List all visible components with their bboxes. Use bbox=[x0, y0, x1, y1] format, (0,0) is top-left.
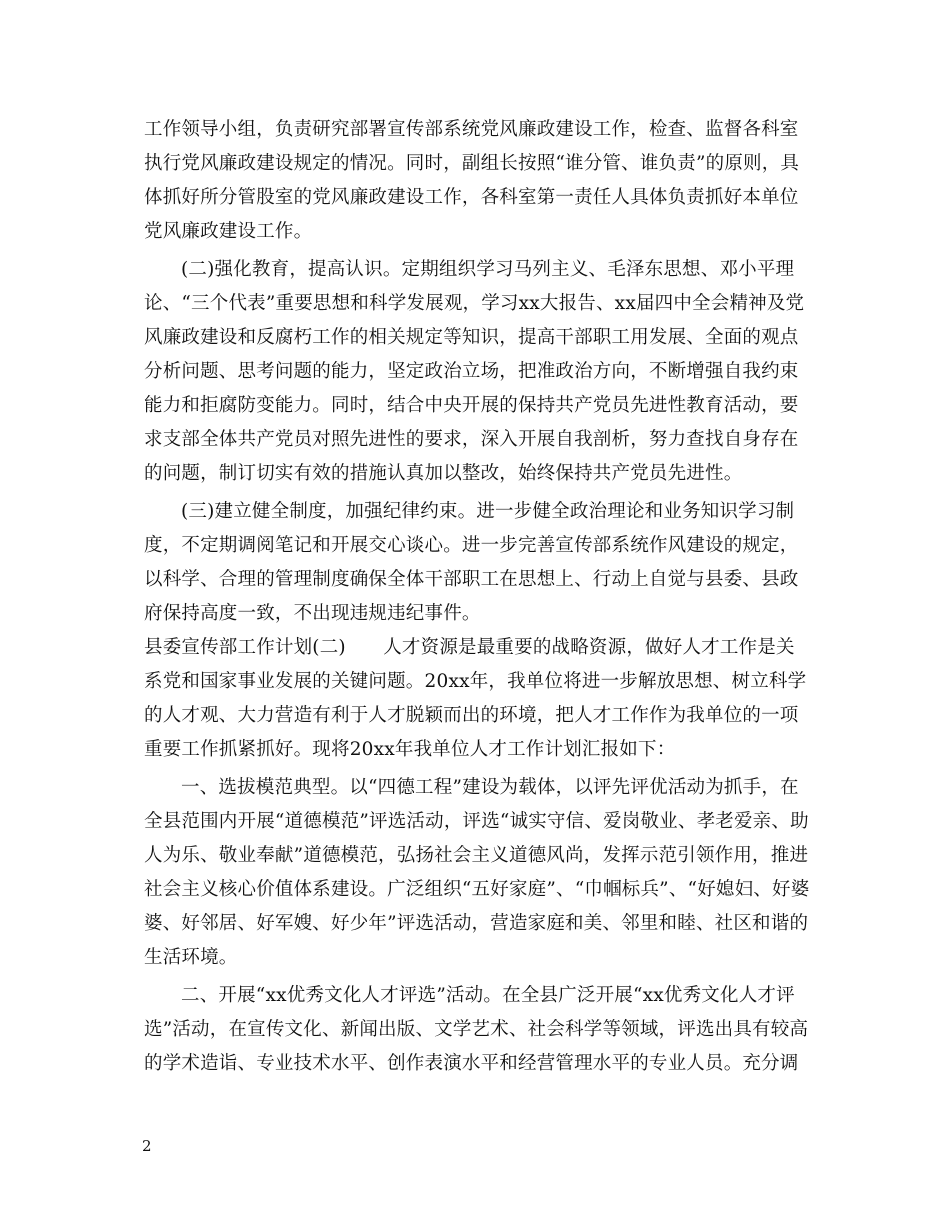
paragraph-strengthen-education: (二)强化教育，提高认识。定期组织学习马列主义、毛泽东思想、邓小平理论、“三个代表”重要思想和科学发展观，学习xx大报告、xx届四中全会精神及党风廉政建设和反腐朽工作的相关规定等知识，提高干部职工用发展、全面的观点分析问题、思考问题的能力，坚定政治立场，把准政治方向，不断增强自我约束能力和拒腐防变能力。同时，结合中央开展的保持共产党员先进性教育活动，要求支部全体共产党员对照先进性的要求，深入开展自我剖析，努力查找自身存在的问题，制订切实有效的措施认真加以整改，始终保持共产党员先进性。 bbox=[144, 259, 805, 484]
paragraph-establish-system: (三)建立健全制度，加强纪律约束。进一步健全政治理论和业务知识学习制度，不定期调阅笔记和开展交心谈心。进一步完善宣传部系统作风建设的规定，以科学、合理的管理制度确保全体干部职工在思想上、行动上自觉与县委、县政府保持高度一致，不出现违规违纪事件。 bbox=[144, 501, 799, 624]
paragraph-select-models: 一、选拔模范典型。以“四德工程”建设为载体，以评先评优活动为抓手，在全县范围内开展“道德模范”评选活动，评选“诚实守信、爱岗敬业、孝老爱亲、助人为乐、敬业奉献”道德模范，弘扬社会主义道德风尚，发挥示范引领作用，推进社会主义核心价值体系建设。广泛组织“五好家庭”、“巾帼标兵”、“好媳妇、好婆婆、好邻居、好军嫂、好少年”评选活动，营造家庭和美、邻里和睦、社区和谐的生活环境。 bbox=[144, 777, 810, 968]
page-number: 2 bbox=[142, 1137, 152, 1155]
paragraph-talent-selection: 二、开展“xx优秀文化人才评选”活动。在全县广泛开展“xx优秀文化人才评选”活动，在宣传文化、新闻出版、文学艺术、社会科学等领域，评选出具有较高的学术造诣、专业技术水平、创作表演水平和经营管理水平的专业人员。充分调 bbox=[144, 985, 809, 1074]
paragraph-leadership-group: 工作领导小组，负责研究部署宣传部系统党风廉政建设工作，检查、监督各科室执行党风廉政建设规定的情况。同时，副组长按照“谁分管、谁负责”的原则，具体抓好所分管股室的党风廉政建设工作，各科室第一责任人具体负责抓好本单位党风廉政建设工作。 bbox=[144, 119, 800, 242]
document-body bbox=[144, 113, 810, 1081]
paragraph-work-plan-two: 县委宣传部工作计划(二) 人才资源是最重要的战略资源，做好人才工作是关系党和国家事业发展的关键问题。20xx年，我单位将进一步解放思想、树立科学的人才观、大力营造有利于人才脱颖而出的环境，把人才工作作为我单位的一项重要工作抓紧抓好。现将20xx年我单位人才工作计划汇报如下： bbox=[144, 637, 807, 760]
